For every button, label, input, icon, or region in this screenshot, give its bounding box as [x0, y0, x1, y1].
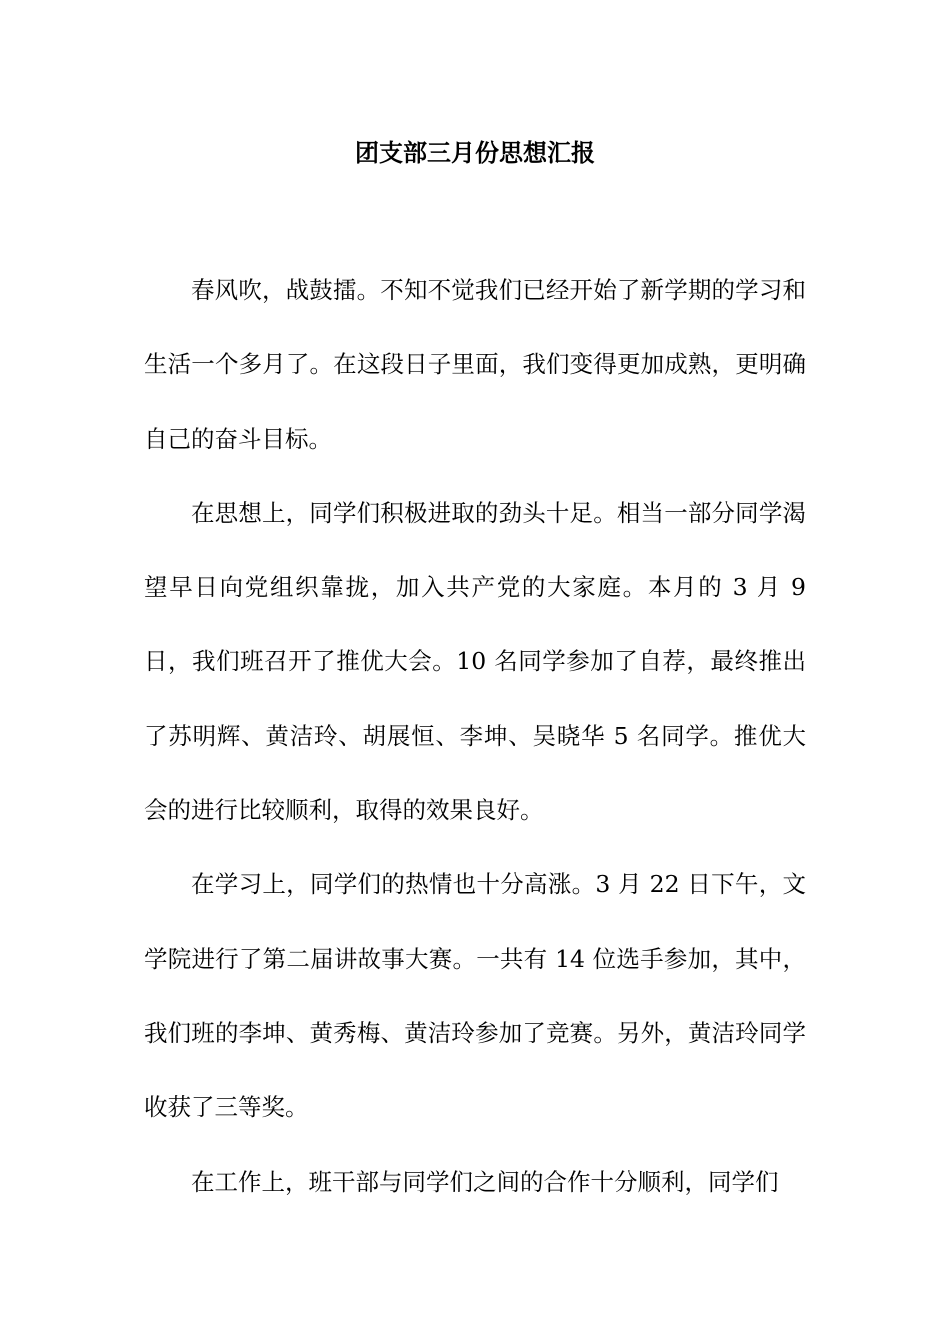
document-title: 团支部三月份思想汇报 — [355, 138, 595, 167]
paragraph-4: 在工作上，班干部与同学们之间的合作十分顺利，同学们 — [191, 1167, 779, 1196]
document-body — [144, 253, 806, 1219]
paragraph-2: 在思想上，同学们积极进取的劲头十足。相当一部分同学渴望早日向党组织靠拢，加入共产党的大家庭。本月的 3 月 9 日，我们班召开了推优大会。10 名同学参加了自荐，最终推出了苏明辉、黄洁玲、胡展恒、李坤、吴晓华 5 名同学。推优大会的进行比较顺利，取得的效果良好。 — [144, 498, 806, 825]
paragraph-3: 在学习上，同学们的热情也十分高涨。3 月 22 日下午，文学院进行了第二届讲故事大赛。一共有 14 位选手参加，其中，我们班的李坤、黄秀梅、黄洁玲参加了竞赛。另外，黄洁玲同学收获了三等奖。 — [144, 870, 806, 1122]
paragraph-1: 春风吹，战鼓擂。不知不觉我们已经开始了新学期的学习和生活一个多月了。在这段日子里面，我们变得更加成熟，更明确自己的奋斗目标。 — [144, 276, 806, 453]
